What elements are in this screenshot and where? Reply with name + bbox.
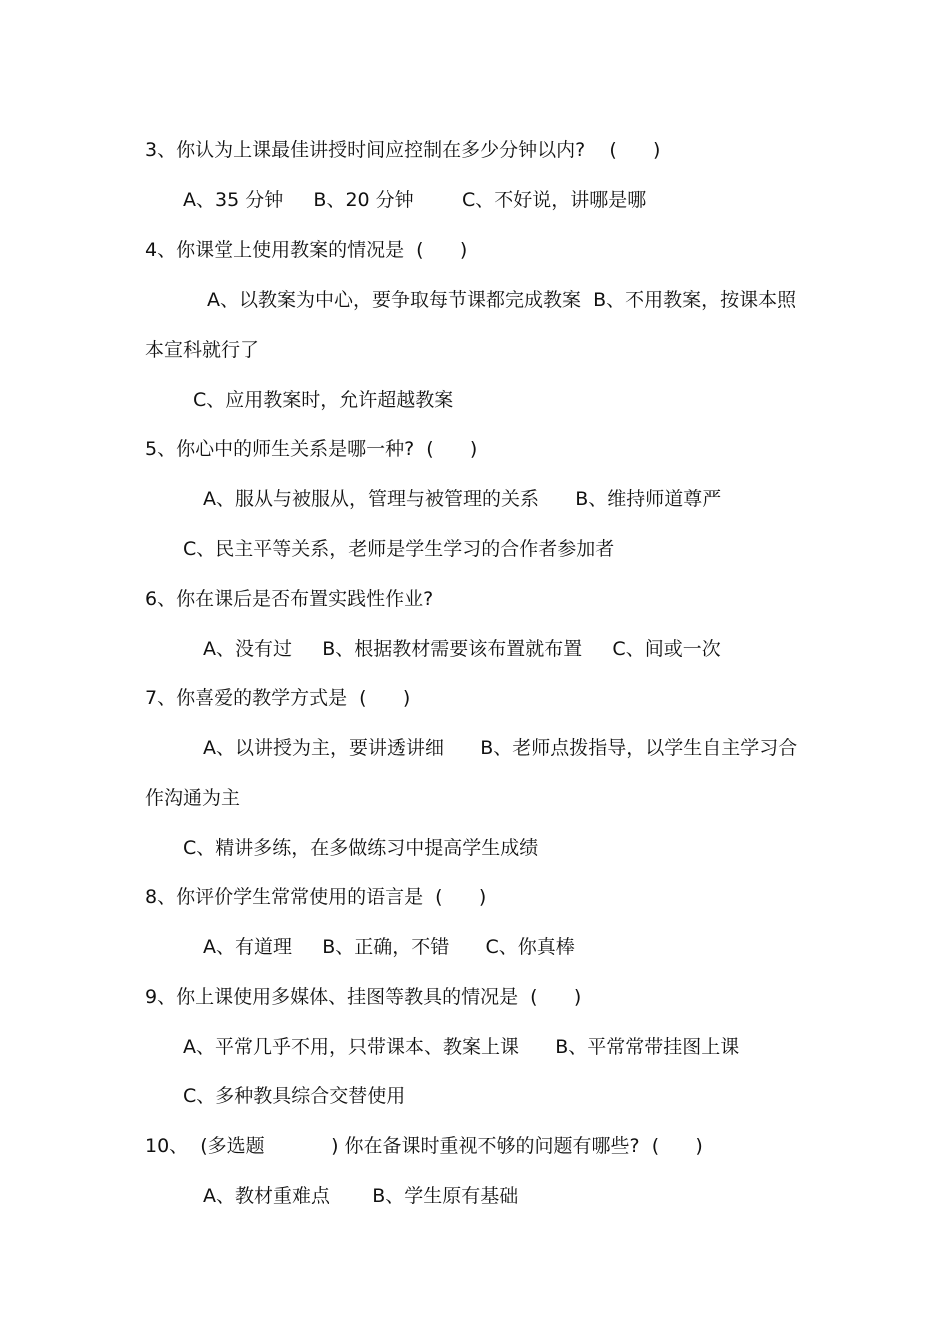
question-4-option-c: C、应用教案时，允许超越教案 [193,389,454,411]
question-3-options: A、35 分钟 B、20 分钟 C、不好说，讲哪是哪 [183,189,647,211]
question-7-stem: 7、你喜爱的教学方式是 ( ) [145,687,411,709]
question-6-stem: 6、你在课后是否布置实践性作业? [145,588,434,610]
question-4-stem: 4、你课堂上使用教案的情况是 ( ) [145,239,468,261]
question-3-stem: 3、你认为上课最佳讲授时间应控制在多少分钟以内? ( ) [145,139,661,161]
question-5-options-line-1: A、服从与被服从，管理与被管理的关系 B、维持师道尊严 [203,488,722,510]
question-9-stem: 9、你上课使用多媒体、挂图等教具的情况是 ( ) [145,986,582,1008]
question-6-options: A、没有过 B、根据教材需要该布置就布置 C、间或一次 [203,638,721,660]
question-5-option-c: C、民主平等关系，老师是学生学习的合作者参加者 [183,538,615,560]
question-8-options: A、有道理 B、正确，不错 C、你真棒 [203,936,575,958]
question-8-stem: 8、你评价学生常常使用的语言是 ( ) [145,886,487,908]
question-9-option-c: C、多种教具综合交替使用 [183,1085,406,1107]
question-4-options-line-2: 本宣科就行了 [145,339,260,361]
question-10-stem: 10、 (多选题 ) 你在备课时重视不够的问题有哪些? ( ) [145,1135,703,1157]
question-7-options-line-1: A、以讲授为主，要讲透讲细 B、老师点拨指导，以学生自主学习合 [203,737,798,759]
question-5-stem: 5、你心中的师生关系是哪一种? ( ) [145,438,478,460]
question-4-options-line-1: A、以教案为中心，要争取每节课都完成教案 B、不用教案，按课本照 [207,289,797,311]
question-9-options-line-1: A、平常几乎不用，只带课本、教案上课 B、平常常带挂图上课 [183,1036,740,1058]
question-10-options: A、教材重难点 B、学生原有基础 [203,1185,519,1207]
question-7-options-line-2: 作沟通为主 [145,787,241,809]
question-7-option-c: C、精讲多练，在多做练习中提高学生成绩 [183,837,539,859]
